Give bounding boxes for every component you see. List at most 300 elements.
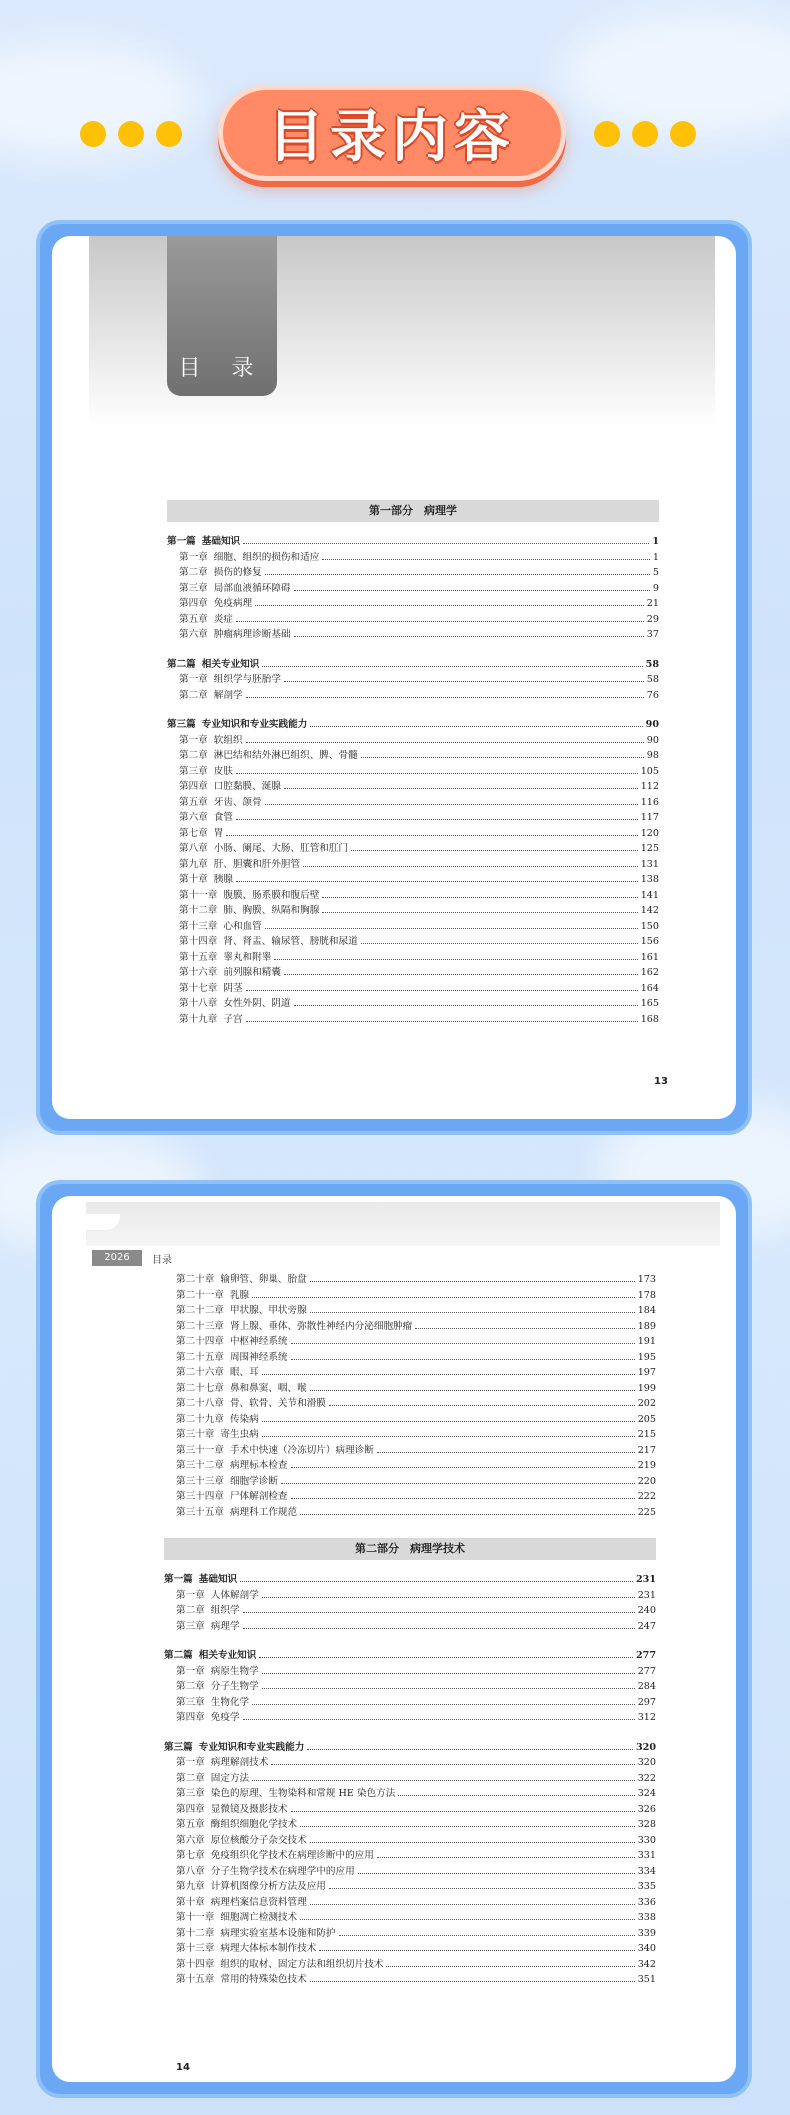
yellow-dot-icon	[80, 121, 106, 147]
toc-entry-label: 第十六章	[179, 967, 218, 978]
toc-entry-title: 皮肤	[213, 765, 233, 777]
toc-entry-title: 手术中快速（冷冻切片）病理诊断	[229, 1444, 374, 1456]
section-gap	[167, 643, 659, 657]
toc-entry-page: 339	[637, 1927, 656, 1939]
toc-chapter-row	[164, 1972, 656, 1988]
part-heading: 第二部分 病理学技术	[164, 1538, 656, 1560]
toc-entry-label: 第五章	[176, 1819, 205, 1830]
toc-leader-dots	[294, 590, 650, 591]
toc-chapter-row	[167, 688, 659, 704]
toc-leader-dots	[246, 697, 644, 698]
toc-entry-title: 固定方法	[210, 1772, 250, 1784]
toc-leader-dots	[274, 959, 637, 960]
toc-chapter-row	[164, 1505, 656, 1521]
toc-leader-dots	[300, 1919, 635, 1920]
toc-entry-label: 第十四章	[176, 1958, 215, 1970]
toc-entry-label: 第八章	[176, 1865, 205, 1877]
toc-entry-label: 第四章	[176, 1712, 205, 1723]
toc-entry-label: 第三十四章	[176, 1491, 224, 1502]
toc-chapter-row	[164, 1771, 656, 1787]
toc-entry-page: 58	[646, 674, 659, 685]
toc-chapter-row	[167, 779, 659, 795]
toc-entry-title: 染色的原理、生物染料和常规 HE 染色方法	[210, 1788, 396, 1799]
toc-entry-page: 191	[637, 1336, 656, 1347]
toc-entry-page: 331	[637, 1850, 656, 1861]
toc-leader-dots	[329, 1405, 635, 1406]
toc-entry-label: 第十章	[176, 1896, 205, 1908]
toc-leader-dots	[310, 1312, 635, 1313]
toc-leader-dots	[294, 636, 644, 637]
toc-leader-dots	[262, 1688, 635, 1689]
toc-chapter-row	[164, 1802, 656, 1818]
toc-entry-label: 第十八章	[179, 998, 218, 1009]
toc-chapter-row	[164, 1833, 656, 1849]
toc-chapter-row	[164, 1427, 656, 1443]
toc-entry-label: 第十二章	[176, 1927, 215, 1939]
toc-entry-title: 病原生物学	[210, 1665, 259, 1677]
toc-entry-label: 第三章	[179, 765, 208, 777]
toc-chapter-row	[164, 1272, 656, 1288]
toc-entry-label: 第九章	[179, 858, 208, 870]
toc-entry-title: 解剖学	[213, 689, 243, 701]
toc-entry-label: 第二十三章	[176, 1320, 224, 1332]
toc-entry-label: 第六章	[179, 629, 208, 640]
toc-entry-label: 第一章	[176, 1757, 205, 1768]
toc-entry-page: 141	[640, 889, 659, 901]
toc-entry-label: 第十九章	[179, 1013, 218, 1025]
toc-entry-page: 231	[637, 1589, 656, 1601]
toc-entry-title: 尸体解剖检查	[229, 1491, 288, 1502]
toc-entry-label: 第二十章	[176, 1274, 215, 1285]
toc-entry-title: 传染病	[229, 1413, 259, 1425]
toc-leader-dots	[243, 1628, 635, 1629]
toc-leader-dots	[322, 897, 637, 898]
toc-leader-dots	[265, 928, 638, 929]
toc-entry-title: 甲状腺、甲状旁腺	[229, 1305, 307, 1316]
toc-chapter-row	[167, 581, 659, 597]
toc-chapter-row	[164, 1334, 656, 1350]
toc-list	[164, 1272, 656, 1520]
toc-chapter-row	[164, 1396, 656, 1412]
toc-chapter-row	[164, 1303, 656, 1319]
toc-entry-label: 第五章	[179, 613, 208, 625]
toc-entry-label: 第三十一章	[176, 1444, 224, 1456]
toc-entry-title: 细胞学诊断	[229, 1475, 278, 1487]
toc-entry-label: 第十七章	[179, 982, 218, 994]
toc-entry-label: 第三章	[176, 1620, 205, 1632]
toc-entry-label: 第二章	[176, 1681, 205, 1692]
toc-entry-title: 睾丸和附睾	[223, 951, 272, 963]
toc-entry-page: 195	[637, 1351, 656, 1363]
toc-entry-title: 损伤的修复	[213, 567, 262, 578]
toc-entry-label: 第二十九章	[176, 1413, 224, 1425]
toc-leader-dots	[310, 1981, 635, 1982]
toc-entry-page: 217	[637, 1444, 656, 1456]
toc-entry-title: 输卵管、卵巢、胎盘	[220, 1274, 307, 1285]
toc-leader-dots	[262, 1374, 635, 1375]
toc-entry-label: 第二章	[179, 750, 208, 761]
toc-chapter-row	[164, 1895, 656, 1911]
toc-entry-label: 第二十七章	[176, 1382, 224, 1394]
toc-entry-title: 骨、软骨、关节和滑膜	[229, 1398, 326, 1409]
toc-entry-label: 第二章	[176, 1772, 205, 1784]
toc-entry-page: 37	[646, 629, 659, 640]
toc-chapter-row	[164, 1381, 656, 1397]
toc-page-1	[52, 236, 736, 1119]
toc-entry-label: 第三十二章	[176, 1460, 224, 1471]
toc-entry-page: 342	[637, 1958, 656, 1970]
toc-leader-dots	[329, 1888, 635, 1889]
toc-entry-page: 277	[637, 1665, 656, 1677]
toc-entry-page: 138	[640, 874, 659, 885]
toc-chapter-row	[164, 1879, 656, 1895]
toc-chapter-row	[167, 612, 659, 628]
title-pill	[218, 85, 566, 181]
toc-entry-label: 第二十五章	[176, 1351, 224, 1363]
toc-leader-dots	[358, 1873, 635, 1874]
toc-leader-dots	[262, 1597, 635, 1598]
toc-entry-page: 351	[637, 1974, 656, 1985]
toc-leader-dots	[310, 1281, 635, 1282]
toc-entry-page: 202	[637, 1398, 656, 1409]
toc-entry-label: 第十三章	[179, 920, 218, 932]
toc-entry-label: 第一章	[176, 1589, 205, 1601]
toc-entry-page: 320	[637, 1757, 656, 1768]
toc-leader-dots	[291, 1811, 635, 1812]
toc-entry-page: 168	[640, 1013, 659, 1025]
toc-entry-title: 眼、耳	[229, 1367, 259, 1378]
toc-entry-page: 240	[637, 1605, 656, 1616]
toc-chapter-row	[167, 950, 659, 966]
toc-leader-dots	[284, 974, 638, 975]
toc-entry-label: 第二十一章	[176, 1289, 224, 1301]
toc-chapter-row	[164, 1489, 656, 1505]
toc-entry-title: 病理实验室基本设施和防护	[220, 1927, 336, 1939]
toc-entry-title: 肾上腺、垂体、弥散性神经内分泌细胞肿瘤	[229, 1320, 413, 1332]
toc-entry-page: 184	[637, 1305, 656, 1316]
toc-chapter-row	[164, 1695, 656, 1711]
toc-chapter-row	[167, 872, 659, 888]
toc-leader-dots	[303, 866, 638, 867]
toc-leader-dots	[262, 666, 642, 667]
toc-leader-dots	[322, 912, 637, 913]
toc-entry-title: 细胞凋亡检测技术	[220, 1912, 298, 1923]
toc-entry-page: 312	[637, 1712, 656, 1723]
toc-entry-label: 第三十章	[176, 1429, 215, 1440]
toc-entry-title: 相关专业知识	[201, 658, 260, 670]
toc-section-row	[164, 1572, 656, 1588]
toc-entry-label: 第三章	[179, 582, 208, 594]
toc-leader-dots	[339, 1935, 635, 1936]
section-gap	[164, 1634, 656, 1648]
toc-leader-dots	[262, 1436, 635, 1437]
toc-entry-title: 病理解剖技术	[210, 1757, 269, 1768]
toc-entry-page: 116	[640, 796, 659, 808]
part-heading: 第一部分 病理学	[167, 500, 659, 522]
toc-entry-label: 第二章	[179, 689, 208, 701]
toc-chapter-row	[167, 996, 659, 1012]
toc-chapter-row	[167, 795, 659, 811]
toc-entry-label: 第八章	[179, 843, 208, 854]
toc-entry-page: 162	[640, 967, 659, 978]
toc-entry-page: 58	[645, 658, 659, 670]
toc-leader-dots	[310, 1842, 635, 1843]
toc-entry-page: 336	[637, 1896, 656, 1908]
toc-leader-dots	[361, 943, 638, 944]
toc-entry-page: 189	[637, 1320, 656, 1332]
toc-entry-label: 第二篇	[167, 658, 196, 670]
toc-leader-dots	[240, 1581, 633, 1582]
toc-chapter-row	[164, 1926, 656, 1942]
toc-chapter-row	[164, 1679, 656, 1695]
toc-entry-label: 第三篇	[164, 1741, 193, 1753]
toc-entry-label: 第四章	[176, 1803, 205, 1815]
toc-entry-page: 247	[637, 1620, 656, 1632]
toc-chapter-row	[167, 550, 659, 566]
toc-entry-page: 277	[635, 1650, 656, 1661]
toc-entry-page: 150	[640, 920, 659, 932]
toc-entry-page: 220	[637, 1475, 656, 1487]
toc-leader-dots	[265, 574, 650, 575]
toc-entry-title: 牙齿、颌骨	[213, 796, 262, 808]
toc-entry-page: 328	[637, 1819, 656, 1830]
toc-entry-title: 肿瘤病理诊断基础	[213, 629, 291, 640]
toc-chapter-row	[164, 1957, 656, 1973]
toc-entry-title: 炎症	[213, 613, 233, 625]
toc-tab	[167, 236, 277, 396]
toc-leader-dots	[377, 1857, 635, 1858]
toc-entry-label: 第二十二章	[176, 1305, 224, 1316]
toc-entry-page: 120	[640, 827, 659, 839]
toc-entry-title: 乳腺	[229, 1289, 250, 1301]
running-header: 目录	[152, 1255, 172, 1266]
toc-entry-title: 病理档案信息资料管理	[210, 1896, 307, 1908]
toc-entry-title: 组织学	[210, 1605, 240, 1616]
page-header-bar	[86, 1202, 720, 1246]
toc-entry-title: 食管	[213, 812, 233, 823]
toc-entry-label: 第三章	[176, 1696, 205, 1708]
toc-entry-title: 相关专业知识	[198, 1650, 257, 1661]
toc-entry-page: 335	[637, 1881, 656, 1892]
toc-entry-page: 125	[640, 843, 659, 854]
toc-entry-label: 第二十八章	[176, 1398, 224, 1409]
toc-entry-title: 软组织	[213, 734, 243, 746]
toc-entry-title: 基础知识	[198, 1574, 238, 1585]
toc-entry-page: 225	[637, 1506, 656, 1518]
toc-entry-title: 肝、胆囊和肝外胆管	[213, 858, 301, 870]
toc-leader-dots	[226, 835, 637, 836]
toc-entry-title: 腹膜、肠系膜和腹后壁	[223, 889, 320, 901]
section-gap	[167, 703, 659, 717]
toc-entry-title: 病理科工作规范	[229, 1506, 298, 1518]
toc-leader-dots	[307, 1749, 633, 1750]
toc-leader-dots	[281, 1483, 635, 1484]
toc-entry-label: 第十一章	[176, 1912, 215, 1923]
toc-entry-title: 肾、肾盂、输尿管、膀胱和尿道	[223, 936, 358, 947]
toc-section-row	[164, 1740, 656, 1756]
toc-chapter-row	[167, 596, 659, 612]
toc-entry-title: 专业知识和专业实践能力	[201, 719, 308, 730]
toc-entry-page: 29	[646, 613, 659, 625]
toc-entry-label: 第十五章	[176, 1974, 215, 1985]
year-badge: 2026	[92, 1250, 142, 1266]
toc-entry-page: 197	[637, 1367, 656, 1378]
toc-entry-title: 计算机图像分析方法及应用	[210, 1881, 326, 1892]
toc-page-2	[52, 1196, 736, 2082]
toc-leader-dots	[236, 819, 638, 820]
toc-tab-title: 目 录	[178, 356, 266, 381]
toc-entry-title: 组织的取材、固定方法和组织切片技术	[220, 1958, 384, 1970]
toc-entry-label: 第三章	[176, 1788, 205, 1799]
toc-chapter-row	[167, 1012, 659, 1028]
toc-chapter-row	[164, 1443, 656, 1459]
toc-leader-dots	[243, 543, 649, 544]
toc-leader-dots	[252, 1704, 635, 1705]
toc-chapter-row	[167, 627, 659, 643]
toc-entry-page: 284	[637, 1681, 656, 1692]
toc-chapter-row	[164, 1365, 656, 1381]
toc-entry-label: 第十三章	[176, 1943, 215, 1954]
toc-entry-page: 320	[635, 1741, 656, 1753]
toc-leader-dots	[310, 1390, 635, 1391]
toc-chapter-row	[164, 1848, 656, 1864]
toc-chapter-row	[167, 965, 659, 981]
toc-entry-title: 胃	[213, 827, 224, 839]
toc-entry-page: 98	[646, 750, 659, 761]
toc-leader-dots	[361, 757, 644, 758]
toc-entry-label: 第一章	[176, 1665, 205, 1677]
toc-entry-page: 330	[637, 1834, 656, 1846]
page-number: 13	[654, 1076, 668, 1087]
toc-entry-title: 生物化学	[210, 1696, 250, 1708]
toc-leader-dots	[243, 1612, 635, 1613]
toc-chapter-row	[167, 888, 659, 904]
toc-leader-dots	[252, 1297, 635, 1298]
toc-entry-title: 人体解剖学	[210, 1589, 259, 1601]
toc-leader-dots	[236, 881, 638, 882]
toc-leader-dots	[246, 742, 644, 743]
toc-section-row	[167, 534, 659, 550]
toc-entry-label: 第四章	[179, 781, 208, 792]
toc-leader-dots	[284, 788, 638, 789]
toc-chapter-row	[164, 1288, 656, 1304]
toc-entry-page: 161	[640, 951, 659, 963]
toc-entry-label: 第一篇	[164, 1574, 193, 1585]
yellow-dot-icon	[156, 121, 182, 147]
toc-chapter-row	[167, 934, 659, 950]
toc-entry-label: 第二章	[179, 567, 208, 578]
toc-entry-title: 病理标本检查	[229, 1460, 288, 1471]
toc-chapter-row	[167, 919, 659, 935]
toc-chapter-row	[167, 565, 659, 581]
toc-leader-dots	[262, 1673, 635, 1674]
toc-entry-page: 1	[652, 536, 659, 547]
toc-entry-label: 第六章	[176, 1834, 205, 1846]
section-gap	[164, 1726, 656, 1740]
toc-entry-title: 病理学	[210, 1620, 240, 1632]
toc-entry-label: 第三篇	[167, 719, 196, 730]
toc-entry-label: 第七章	[176, 1850, 205, 1861]
page-title: 目录内容	[268, 105, 516, 170]
toc-entry-page: 219	[637, 1460, 656, 1471]
toc-entry-title: 鼻和鼻窦、咽、喉	[229, 1382, 307, 1394]
toc-leader-dots	[322, 559, 650, 560]
toc-entry-title: 口腔黏膜、涎腺	[213, 781, 281, 792]
toc-entry-page: 21	[646, 598, 659, 609]
toc-section-row	[164, 1648, 656, 1664]
toc-entry-title: 常用的特殊染色技术	[220, 1974, 307, 1985]
toc-entry-label: 第一章	[179, 734, 208, 746]
toc-list	[167, 534, 659, 1027]
toc-entry-title: 前列腺和精囊	[223, 967, 281, 978]
toc-entry-page: 105	[640, 765, 659, 777]
toc-chapter-row	[164, 1474, 656, 1490]
toc-entry-page: 338	[637, 1912, 656, 1923]
toc-entry-label: 第十四章	[179, 936, 218, 947]
toc-leader-dots	[246, 990, 638, 991]
toc-leader-dots	[259, 1657, 633, 1658]
toc-chapter-row	[164, 1350, 656, 1366]
toc-entry-title: 专业知识和专业实践能力	[198, 1741, 305, 1753]
toc-entry-page: 222	[637, 1491, 656, 1502]
toc-entry-label: 第五章	[179, 796, 208, 808]
toc-entry-page: 164	[640, 982, 659, 994]
toc-chapter-row	[164, 1619, 656, 1635]
toc-entry-page: 142	[640, 905, 659, 916]
toc-entry-page: 76	[646, 689, 659, 701]
toc-entry-page: 117	[640, 812, 659, 823]
toc-entry-title: 分子生物学技术在病理学中的应用	[210, 1865, 355, 1877]
toc-section-row	[167, 717, 659, 733]
toc-entry-label: 第二十四章	[176, 1336, 224, 1347]
toc-chapter-row	[167, 826, 659, 842]
toc-leader-dots	[284, 681, 644, 682]
toc-leader-dots	[236, 773, 638, 774]
toc-leader-dots	[271, 1764, 634, 1765]
toc-list	[164, 1572, 656, 1988]
toc-entry-label: 第一篇	[167, 536, 196, 547]
toc-leader-dots	[265, 804, 638, 805]
toc-entry-label: 第六章	[179, 812, 208, 823]
toc-entry-page: 326	[637, 1803, 656, 1815]
toc-entry-page: 173	[637, 1274, 656, 1285]
toc-entry-title: 显微镜及摄影技术	[210, 1803, 288, 1815]
toc-entry-page: 5	[652, 567, 659, 578]
toc-entry-page: 199	[637, 1382, 656, 1394]
toc-chapter-row	[167, 733, 659, 749]
toc-chapter-row	[167, 810, 659, 826]
toc-leader-dots	[377, 1452, 635, 1453]
page-number: 14	[176, 2062, 190, 2073]
toc-leader-dots	[398, 1795, 634, 1796]
toc-entry-page: 334	[637, 1865, 656, 1877]
toc-chapter-row	[164, 1941, 656, 1957]
toc-entry-page: 340	[637, 1943, 656, 1954]
toc-entry-title: 女性外阴、阴道	[223, 998, 291, 1009]
toc-entry-title: 胰腺	[213, 874, 233, 885]
header-banner	[0, 0, 790, 210]
toc-entry-label: 第九章	[176, 1881, 205, 1892]
toc-chapter-row	[164, 1458, 656, 1474]
toc-entry-page: 90	[645, 719, 659, 730]
toc-chapter-row	[164, 1603, 656, 1619]
toc-entry-page: 156	[640, 936, 659, 947]
toc-chapter-row	[164, 1588, 656, 1604]
toc-chapter-row	[167, 903, 659, 919]
toc-chapter-row	[167, 748, 659, 764]
toc-entry-page: 231	[635, 1574, 656, 1585]
toc-leader-dots	[351, 850, 638, 851]
